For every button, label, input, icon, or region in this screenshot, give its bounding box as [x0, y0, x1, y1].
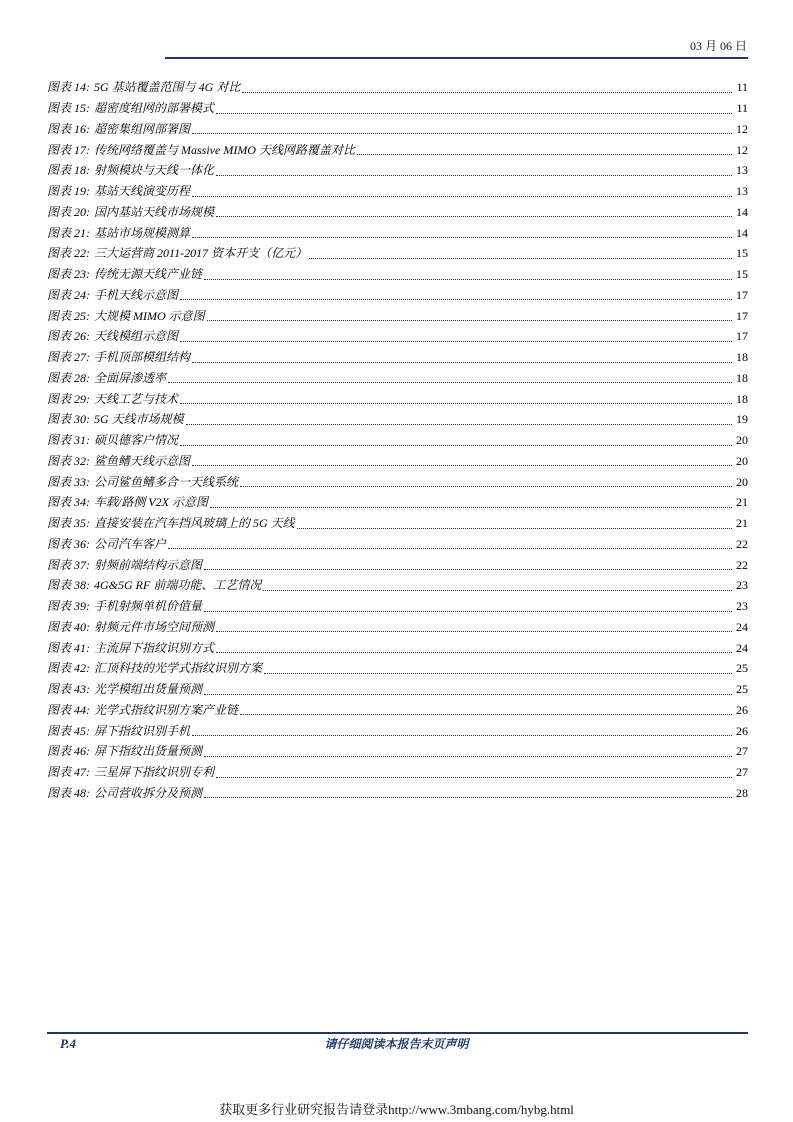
toc-entry-title: 车载/路侧 V2X 示意图 [94, 495, 208, 510]
toc-entry[interactable] [47, 700, 748, 721]
toc-entry-title: 主流屏下指纹识别方式 [94, 640, 215, 655]
toc-entry[interactable] [47, 471, 748, 492]
toc-entry-title: 汇顶科技的光学式指纹识别方案 [94, 661, 263, 676]
toc-entry[interactable] [47, 285, 748, 306]
toc-dot-leader [186, 424, 732, 425]
toc-entry-label: 图表 38: [47, 578, 90, 593]
toc-entry-title: 手机射频单机价值量 [94, 599, 203, 614]
toc-entry-label: 图表 39: [47, 599, 90, 614]
toc-entry-page-number: 19 [736, 412, 748, 427]
toc-entry-label: 图表 17: [47, 142, 90, 157]
toc-entry-title: 超密集组网部署图 [94, 121, 191, 136]
toc-entry-label: 图表 32: [47, 453, 90, 468]
toc-entry-page-number: 23 [736, 578, 748, 593]
toc-entry-title: 直接安装在汽车挡风玻璃上的 5G 天线 [94, 516, 295, 531]
toc-entry-page-number: 17 [736, 308, 748, 323]
toc-entry-page-number: 13 [736, 163, 748, 178]
toc-entry-page-number: 14 [736, 204, 748, 219]
toc-entry-page-number: 28 [736, 785, 748, 800]
toc-entry-label: 图表 21: [47, 225, 90, 240]
toc-dot-leader [216, 216, 732, 217]
toc-entry-title: 手机顶部模组结构 [94, 350, 191, 365]
toc-dot-leader [192, 735, 732, 736]
toc-entry-page-number: 17 [736, 329, 748, 344]
toc-entry-label: 图表 16: [47, 121, 90, 136]
toc-entry-page-number: 20 [736, 433, 748, 448]
toc-entry[interactable] [47, 409, 748, 430]
toc-entry-label: 图表 40: [47, 619, 90, 634]
toc-entry-page-number: 12 [736, 121, 748, 136]
toc-dot-leader [263, 590, 732, 591]
toc-entry-label: 图表 14: [47, 80, 90, 95]
toc-entry[interactable] [47, 139, 748, 160]
toc-dot-leader [216, 175, 732, 176]
toc-dot-leader [264, 673, 732, 674]
toc-entry[interactable] [47, 202, 748, 223]
toc-entry[interactable] [47, 720, 748, 741]
toc-entry-page-number: 20 [736, 474, 748, 489]
toc-entry-label: 图表 23: [47, 267, 90, 282]
toc-entry-page-number: 18 [736, 391, 748, 406]
bottom-banner-link[interactable]: 获取更多行业研究报告请登录http://www.3mbang.com/hybg.html [219, 1102, 574, 1117]
toc-entry-title: 射频模块与天线一体化 [94, 163, 215, 178]
toc-entry-title: 三星屏下指纹识别专利 [94, 765, 215, 780]
toc-entry[interactable] [47, 554, 748, 575]
toc-dot-leader [240, 714, 732, 715]
toc-dot-leader [357, 154, 732, 155]
toc-entry[interactable] [47, 679, 748, 700]
toc-dot-leader [180, 445, 732, 446]
toc-entry-title: 国内基站天线市场规模 [94, 204, 215, 219]
toc-entry[interactable] [47, 741, 748, 762]
toc-entry-label: 图表 48: [47, 785, 90, 800]
toc-entry[interactable] [47, 492, 748, 513]
toc-dot-leader [216, 631, 732, 632]
toc-entry-title: 光学式指纹识别方案产业链 [94, 702, 239, 717]
toc-entry-label: 图表 37: [47, 557, 90, 572]
toc-entry[interactable] [47, 347, 748, 368]
toc-entry-label: 图表 35: [47, 516, 90, 531]
toc-entry[interactable] [47, 388, 748, 409]
toc-entry-title: 基站市场规模测算 [94, 225, 191, 240]
toc-entry-title: 射频元件市场空间预测 [94, 619, 215, 634]
toc-entry[interactable] [47, 264, 748, 285]
toc-entry[interactable] [47, 534, 748, 555]
toc-entry-page-number: 15 [736, 267, 748, 282]
toc-entry-page-number: 15 [736, 246, 748, 261]
toc-entry-page-number: 24 [736, 640, 748, 655]
toc-entry-title: 4G&5G RF 前端功能、工艺情况 [94, 578, 262, 593]
toc-entry[interactable] [47, 430, 748, 451]
toc-entry[interactable] [47, 783, 748, 804]
toc-entry-page-number: 18 [736, 370, 748, 385]
toc-entry-label: 图表 43: [47, 682, 90, 697]
toc-dot-leader [204, 569, 732, 570]
toc-entry-label: 图表 18: [47, 163, 90, 178]
toc-entry-page-number: 13 [736, 184, 748, 199]
footer-rule [47, 1032, 748, 1034]
toc-entry-title: 射频前端结构示意图 [94, 557, 203, 572]
toc-entry[interactable] [47, 326, 748, 347]
toc-dot-leader [168, 548, 732, 549]
toc-dot-leader [180, 341, 732, 342]
toc-entry-page-number: 20 [736, 453, 748, 468]
toc-entry-page-number: 27 [736, 744, 748, 759]
toc-entry-page-number: 12 [736, 142, 748, 157]
toc-entry-page-number: 25 [736, 661, 748, 676]
toc-entry-label: 图表 29: [47, 391, 90, 406]
toc-entry-title: 超密度组网的部署模式 [94, 101, 215, 116]
toc-entry[interactable] [47, 222, 748, 243]
toc-dot-leader [204, 611, 732, 612]
toc-dot-leader [180, 403, 732, 404]
toc-dot-leader [240, 486, 732, 487]
toc-entry-page-number: 22 [736, 536, 748, 551]
toc-entry[interactable] [47, 119, 748, 140]
toc-dot-leader [309, 258, 732, 259]
toc-entry[interactable] [47, 77, 748, 98]
toc-entry-page-number: 11 [736, 80, 748, 95]
toc-entry-page-number: 21 [736, 516, 748, 531]
toc-entry-label: 图表 34: [47, 495, 90, 510]
toc-dot-leader [204, 694, 732, 695]
toc-entry-title: 传统无源天线产业链 [94, 267, 203, 282]
toc-entry-page-number: 25 [736, 682, 748, 697]
toc-entry-label: 图表 19: [47, 184, 90, 199]
toc-entry-page-number: 22 [736, 557, 748, 572]
toc-dot-leader [192, 196, 732, 197]
toc-dot-leader [216, 777, 732, 778]
toc-entry-title: 公司营收拆分及预测 [94, 785, 203, 800]
toc-dot-leader [192, 465, 732, 466]
toc-entry-title: 光学模组出货量预测 [94, 682, 203, 697]
toc-dot-leader [204, 797, 732, 798]
toc-entry[interactable] [47, 305, 748, 326]
toc-entry-label: 图表 41: [47, 640, 90, 655]
list-of-figures [47, 77, 748, 803]
toc-entry[interactable] [47, 762, 748, 783]
toc-entry-label: 图表 25: [47, 308, 90, 323]
toc-dot-leader [297, 528, 732, 529]
footer-page-number: P.4 [60, 1036, 77, 1051]
toc-entry[interactable] [47, 98, 748, 119]
toc-entry-title: 三大运营商 2011-2017 资本开支（亿元） [94, 246, 308, 261]
toc-dot-leader [216, 652, 732, 653]
toc-entry-title: 屏下指纹出货量预测 [94, 744, 203, 759]
toc-dot-leader [216, 113, 732, 114]
toc-entry-page-number: 11 [736, 101, 748, 116]
toc-entry-label: 图表 22: [47, 246, 90, 261]
toc-entry-title: 基站天线演变历程 [94, 184, 191, 199]
toc-entry-label: 图表 33: [47, 474, 90, 489]
toc-entry-label: 图表 45: [47, 723, 90, 738]
toc-entry[interactable] [47, 243, 748, 264]
toc-entry-label: 图表 15: [47, 101, 90, 116]
toc-entry-page-number: 18 [736, 350, 748, 365]
toc-dot-leader [192, 133, 732, 134]
toc-entry[interactable] [47, 637, 748, 658]
toc-entry[interactable] [47, 513, 748, 534]
toc-entry-title: 天线模组示意图 [94, 329, 179, 344]
toc-entry-page-number: 21 [736, 495, 748, 510]
toc-entry-title: 5G 基站覆盖范围与 4G 对比 [94, 80, 241, 95]
toc-entry-title: 全面屏渗透率 [94, 370, 167, 385]
toc-dot-leader [192, 362, 732, 363]
toc-dot-leader [242, 92, 732, 93]
toc-entry-label: 图表 31: [47, 433, 90, 448]
toc-entry-title: 鲨鱼鳍天线示意图 [94, 453, 191, 468]
toc-entry-title: 天线工艺与技术 [94, 391, 179, 406]
toc-entry-label: 图表 46: [47, 744, 90, 759]
toc-entry-label: 图表 36: [47, 536, 90, 551]
toc-entry[interactable] [47, 658, 748, 679]
toc-dot-leader [192, 237, 732, 238]
toc-entry-label: 图表 27: [47, 350, 90, 365]
toc-entry-title: 手机天线示意图 [94, 287, 179, 302]
toc-entry[interactable] [47, 596, 748, 617]
footer-disclaimer: 请仔细阅读本报告末页声明 [324, 1037, 469, 1051]
toc-entry-label: 图表 24: [47, 287, 90, 302]
toc-entry-page-number: 27 [736, 765, 748, 780]
toc-entry-page-number: 23 [736, 599, 748, 614]
toc-entry[interactable] [47, 368, 748, 389]
toc-entry-page-number: 14 [736, 225, 748, 240]
toc-entry-title: 公司鲨鱼鳍多合一天线系统 [94, 474, 239, 489]
toc-entry-page-number: 26 [736, 702, 748, 717]
toc-entry-title: 传统网络覆盖与 Massive MIMO 天线网路覆盖对比 [94, 142, 355, 157]
toc-entry-label: 图表 26: [47, 329, 90, 344]
toc-entry[interactable] [47, 451, 748, 472]
toc-entry-title: 大规模 MIMO 示意图 [94, 308, 205, 323]
header-date: 03 月 06 日 [689, 39, 747, 53]
toc-entry-page-number: 26 [736, 723, 748, 738]
toc-entry[interactable] [47, 181, 748, 202]
toc-entry-title: 公司汽车客户 [94, 536, 167, 551]
header-rule [165, 57, 748, 59]
toc-entry[interactable] [47, 575, 748, 596]
toc-entry-label: 图表 30: [47, 412, 90, 427]
toc-entry-label: 图表 28: [47, 370, 90, 385]
toc-entry-label: 图表 44: [47, 702, 90, 717]
toc-entry-label: 图表 20: [47, 204, 90, 219]
toc-entry-page-number: 24 [736, 619, 748, 634]
toc-entry-label: 图表 47: [47, 765, 90, 780]
toc-dot-leader [204, 279, 732, 280]
toc-entry[interactable] [47, 160, 748, 181]
toc-entry[interactable] [47, 617, 748, 638]
toc-dot-leader [180, 299, 732, 300]
toc-dot-leader [168, 382, 732, 383]
toc-dot-leader [210, 507, 732, 508]
toc-entry-page-number: 17 [736, 287, 748, 302]
toc-entry-title: 硕贝德客户情况 [94, 433, 179, 448]
toc-entry-title: 屏下指纹识别手机 [94, 723, 191, 738]
toc-dot-leader [204, 756, 732, 757]
toc-entry-label: 图表 42: [47, 661, 90, 676]
toc-dot-leader [207, 320, 732, 321]
toc-entry-title: 5G 天线市场规模 [94, 412, 184, 427]
